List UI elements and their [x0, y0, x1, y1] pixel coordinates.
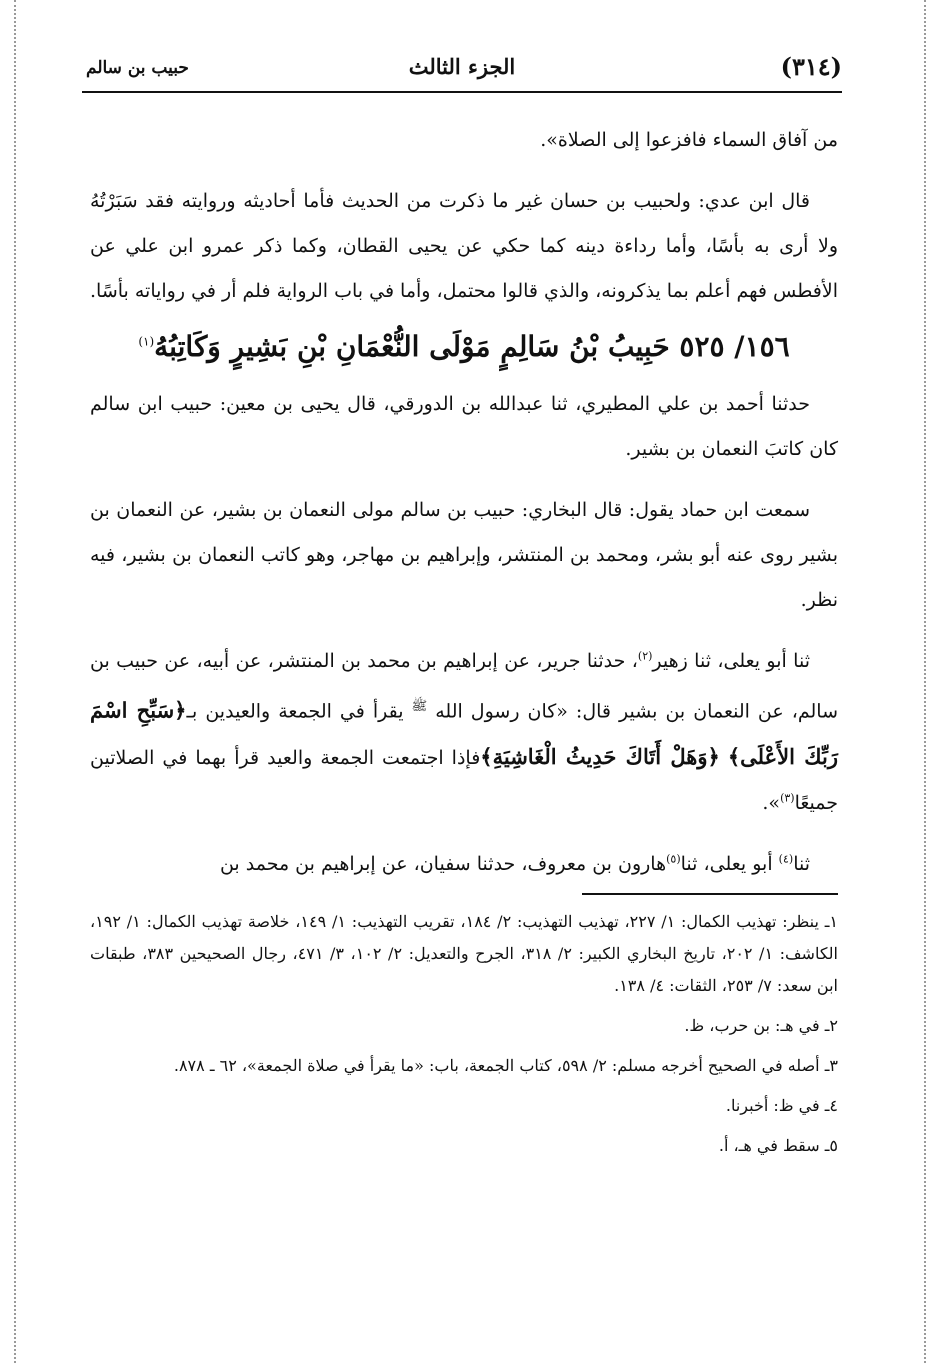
- main-text: [90, 118, 838, 887]
- footnote-5: ٥ـ سقط في هـ، أ.: [718, 1136, 838, 1155]
- footnote-ref-3: (٣): [780, 792, 795, 805]
- hadith-part-a: ثنا أبو يعلى، ثنا زهير: [652, 650, 810, 672]
- scan-edge-right: [924, 0, 926, 1363]
- footnote-3: ٣ـ أصله في الصحيح أخرجه مسلم: ٢/ ٥٩٨، كتاب الجمعة، باب: «ما يقرأ في صلاة الجمعة»، ٦٢ ـ ٨٧٨.: [173, 1056, 838, 1075]
- paragraph-matiri: حدثنا أحمد بن علي المطيري، ثنا عبدالله بن الدورقي، قال يحيى بن معين: حبيب ابن سالم كان كاتبَ النعمان بن بشير.: [90, 393, 838, 460]
- paragraph-hadith: [90, 639, 838, 826]
- hadith-part-c: يقرأ في الجمعة والعيدين بـ: [186, 700, 404, 723]
- footnote-ref-5: (٥): [666, 853, 681, 866]
- entry-heading: [90, 318, 838, 376]
- part-title: الجزء الثالث: [408, 54, 516, 79]
- footnote-ref-4: (٤): [778, 853, 794, 866]
- footnote-rule: [582, 893, 838, 895]
- footnotes: [90, 906, 838, 1170]
- paragraph-ibn-adi: قال ابن عدي: ولحبيب بن حسان غير ما ذكرت من الحديث فأما أحاديثه وروايته فقد سَبَرْتُهُ ولا أرى به بأسًا، وأما رداءة دينه كما حكي عن يحيى القطان، وكما ذكر عمرو ابن علي عن الأفطس فهم أعلم بما يذكرونه، والذي قالوا محتمل، وأما في باب الرواية فلم أر في رواياته بأسًا.: [89, 190, 838, 302]
- quran-verse-al-ala: ﴿سَبِّحِ اسْمَ رَبِّكَ الأَعْلَى﴾: [90, 697, 838, 770]
- footnote-ref-2: (٢): [637, 649, 653, 663]
- paragraph-continuation: من آفاق السماء فافزعوا إلى الصلاة».: [540, 129, 838, 151]
- hadith-part-e: ».: [762, 792, 781, 815]
- footnote-4: ٤ـ في ظ: أخبرنا.: [725, 1096, 838, 1115]
- isnad-part-a: ثنا: [793, 853, 810, 876]
- quran-verse-al-ghashiya: ﴿وَهَلْ أَتَاكَ حَدِيثُ الْغَاشِيَةِ﴾: [480, 744, 720, 770]
- footnote-2: ٢ـ في هـ: بن حرب، ظ.: [684, 1016, 838, 1035]
- page-number: (٣١٤): [780, 52, 842, 81]
- isnad-part-c: هارون بن معروف، حدثنا سفيان، عن إبراهيم بن محمد بن: [219, 853, 667, 876]
- running-person-name: حبيب بن سالم: [86, 58, 189, 78]
- hadith-part-d: فإذا اجتمعت الجمعة والعيد قرأ بهما في الصلاتين جميعًا: [90, 747, 838, 815]
- paragraph-isnad: [90, 842, 838, 887]
- running-header: [82, 52, 842, 92]
- hadith-part-b: ، حدثنا جرير، عن إبراهيم بن محمد بن المنتشر، عن أبيه، عن حبيب بن سالم، عن النعمان بن بشير قال: «كان رسول الله: [90, 650, 839, 723]
- entry-heading-text: ١٥٦/ ٥٢٥ حَبِيبُ بْنُ سَالِمٍ مَوْلَى النُّعْمَانِ بْنِ بَشِيرٍ وَكَاتِبُهُ: [154, 330, 790, 363]
- paragraph-bukhari: سمعت ابن حماد يقول: قال البخاري: حبيب بن سالم مولى النعمان بن بشير، عن النعمان بن بشير روى عنه أبو بشر، ومحمد بن المنتشر، وإبراهيم بن مهاجر، وهو كاتب النعمان بن بشير، فيه نظر.: [90, 499, 838, 611]
- isnad-part-b: أبو يعلى، ثنا: [680, 853, 773, 876]
- scan-edge-left: [14, 0, 16, 1363]
- footnote-1: ١ـ ينظر: تهذيب الكمال: ١/ ٢٢٧، تهذيب التهذيب: ٢/ ١٨٤، تقريب التهذيب: ١/ ١٤٩، خلاصة تهذيب الكمال: ١/ ١٩٢، الكاشف: ١/ ٢٠٢، تاريخ البخاري الكبير: ٢/ ٣١٨، الجرح والتعديل: ٢/ ١٠٢، ٣/ ٤٧١، رجال الصحيحين ٣٨٣، طبقات ابن سعد: ٧/ ٢٥٣، الثقات: ٤/ ١٣٨.: [90, 912, 839, 995]
- header-rule: [82, 91, 842, 93]
- footnote-ref-1: (١): [138, 334, 155, 349]
- salawat-glyph: ﷺ: [411, 699, 428, 714]
